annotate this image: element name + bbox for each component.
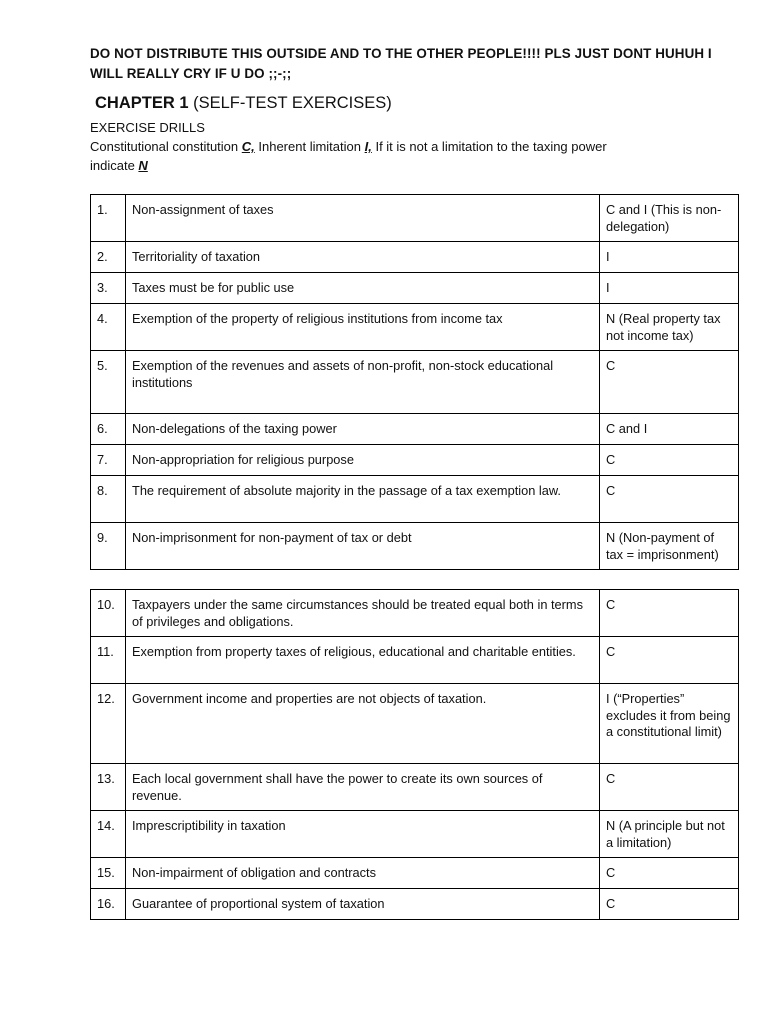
table-row <box>91 445 739 476</box>
row-item: Non-appropriation for religious purpose <box>126 445 600 476</box>
row-item: Non-delegations of the taxing power <box>126 414 600 445</box>
table-row <box>91 684 739 764</box>
row-item: Exemption of the property of religious institutions from income tax <box>126 304 600 351</box>
row-number: 10. <box>91 590 126 637</box>
row-answer: C and I (This is non-delegation) <box>600 195 739 242</box>
row-item: Taxes must be for public use <box>126 273 600 304</box>
row-item: Non-imprisonment for non-payment of tax or debt <box>126 523 600 570</box>
table-row <box>91 351 739 414</box>
row-item: Taxpayers under the same circumstances should be treated equal both in terms of privileges and obligations. <box>126 590 600 637</box>
chapter-heading <box>95 92 392 114</box>
row-item: Each local government shall have the power to create its own sources of revenue. <box>126 764 600 811</box>
row-number: 3. <box>91 273 126 304</box>
row-number: 16. <box>91 889 126 920</box>
row-item: Exemption from property taxes of religious, educational and charitable entities. <box>126 637 600 684</box>
exercise-table-1 <box>90 194 739 570</box>
table-row <box>91 889 739 920</box>
table-row <box>91 273 739 304</box>
instructions <box>90 137 650 175</box>
table-row <box>91 858 739 889</box>
row-number: 7. <box>91 445 126 476</box>
row-number: 2. <box>91 242 126 273</box>
row-answer: N (A principle but not a limitation) <box>600 811 739 858</box>
row-answer: I <box>600 242 739 273</box>
row-answer: C <box>600 351 739 414</box>
table-row <box>91 242 739 273</box>
row-number: 15. <box>91 858 126 889</box>
row-item: Government income and properties are not objects of taxation. <box>126 684 600 764</box>
instructions-text-3: If it is not a limitation to the taxing power indicate <box>90 139 607 173</box>
row-answer: I (“Properties” excludes it from being a constitutional limit) <box>600 684 739 764</box>
row-item: Imprescriptibility in taxation <box>126 811 600 858</box>
table-row <box>91 304 739 351</box>
row-answer: C <box>600 590 739 637</box>
row-number: 4. <box>91 304 126 351</box>
table-row <box>91 764 739 811</box>
code-n: N <box>138 158 148 173</box>
row-item: Non-impairment of obligation and contracts <box>126 858 600 889</box>
table-row <box>91 195 739 242</box>
table-row <box>91 811 739 858</box>
code-i: I, <box>364 139 372 154</box>
row-item: Non-assignment of taxes <box>126 195 600 242</box>
row-answer: C <box>600 637 739 684</box>
row-answer: C <box>600 445 739 476</box>
row-number: 5. <box>91 351 126 414</box>
row-answer: C <box>600 764 739 811</box>
row-number: 13. <box>91 764 126 811</box>
table-row <box>91 523 739 570</box>
row-number: 14. <box>91 811 126 858</box>
instructions-text-1: Constitutional constitution <box>90 139 242 154</box>
table-row <box>91 476 739 523</box>
row-number: 11. <box>91 637 126 684</box>
row-number: 6. <box>91 414 126 445</box>
table-row <box>91 414 739 445</box>
row-answer: N (Real property tax not income tax) <box>600 304 739 351</box>
row-item: Territoriality of taxation <box>126 242 600 273</box>
table-row <box>91 637 739 684</box>
exercise-table-2 <box>90 589 739 920</box>
row-item: The requirement of absolute majority in the passage of a tax exemption law. <box>126 476 600 523</box>
row-answer: C <box>600 858 739 889</box>
row-answer: N (Non-payment of tax = imprisonment) <box>600 523 739 570</box>
row-number: 9. <box>91 523 126 570</box>
row-answer: I <box>600 273 739 304</box>
row-number: 8. <box>91 476 126 523</box>
row-item: Exemption of the revenues and assets of non-profit, non-stock educational institutions <box>126 351 600 414</box>
distribution-warning: DO NOT DISTRIBUTE THIS OUTSIDE AND TO THE OTHER PEOPLE!!!! PLS JUST DONT HUHUH I WILL REALLY CRY IF U DO ;;-;; <box>90 46 712 81</box>
row-number: 12. <box>91 684 126 764</box>
row-answer: C and I <box>600 414 739 445</box>
section-title: EXERCISE DRILLS <box>90 120 205 135</box>
chapter-subtitle: (SELF-TEST EXERCISES) <box>193 94 392 112</box>
table-row <box>91 590 739 637</box>
code-c: C, <box>241 139 255 154</box>
row-answer: C <box>600 476 739 523</box>
chapter-number: CHAPTER 1 <box>95 94 189 112</box>
row-answer: C <box>600 889 739 920</box>
row-item: Guarantee of proportional system of taxation <box>126 889 600 920</box>
row-number: 1. <box>91 195 126 242</box>
instructions-text-2: Inherent limitation <box>254 139 365 154</box>
